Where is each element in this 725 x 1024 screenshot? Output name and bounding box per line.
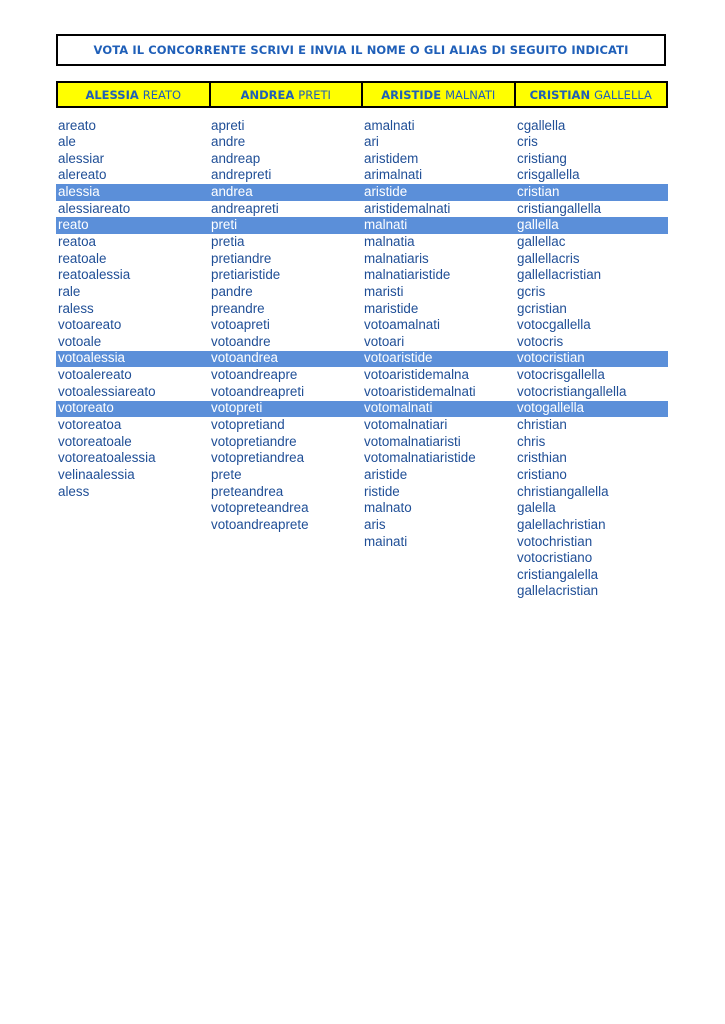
alias-item: votomalnatiaristide: [364, 450, 476, 466]
alias-item: votoari: [364, 333, 405, 349]
alias-item: votoaristide: [364, 350, 433, 366]
alias-list-alessia: [58, 118, 210, 501]
alias-item: aristidem: [364, 150, 419, 166]
alias-item: preteandrea: [211, 483, 284, 499]
alias-item: alereato: [58, 167, 107, 183]
alias-item: pretia: [211, 233, 245, 249]
alias-item: cristiano: [517, 466, 567, 482]
alias-item: votocrisgallella: [517, 367, 605, 383]
alias-item: ale: [58, 134, 76, 150]
alias-item: andrea: [211, 184, 253, 200]
candidate-last-name: PRETI: [298, 87, 331, 102]
alias-item: votogallella: [517, 400, 584, 416]
alias-item: alessiar: [58, 150, 105, 166]
alias-item: andrepreti: [211, 167, 272, 183]
alias-item: votochristian: [517, 533, 593, 549]
alias-item: andreap: [211, 150, 261, 166]
alias-item: galella: [517, 500, 556, 516]
alias-item: reatoa: [58, 233, 96, 249]
alias-item: votoreatoale: [58, 433, 132, 449]
alias-item: amalnati: [364, 117, 415, 133]
alias-item: cris: [517, 134, 538, 150]
alias-item: mainati: [364, 533, 408, 549]
alias-item: votopretiandre: [211, 433, 297, 449]
alias-item: reato: [58, 217, 89, 233]
alias-item: aristide: [364, 184, 408, 200]
alias-item: cristiangallella: [517, 200, 602, 216]
alias-item: votoareato: [58, 317, 122, 333]
alias-item: pretiandre: [211, 250, 272, 266]
candidates-header: [56, 81, 668, 108]
alias-item: votoreatoa: [58, 417, 122, 433]
alias-list-andrea: [211, 118, 363, 534]
alias-item: reatoalessia: [58, 267, 131, 283]
alias-item: malnatia: [364, 233, 415, 249]
alias-item: preandre: [211, 300, 265, 316]
alias-item: galellachristian: [517, 516, 606, 532]
alias-item: raless: [58, 300, 94, 316]
candidate-first-name: ALESSIA: [85, 87, 139, 102]
alias-item: votoapreti: [211, 317, 270, 333]
alias-item: votomalnatiari: [364, 417, 448, 433]
alias-item: pandre: [211, 283, 253, 299]
alias-item: cgallella: [517, 117, 566, 133]
alias-item: gallella: [517, 217, 559, 233]
alias-item: cristian: [517, 184, 560, 200]
alias-item: maristide: [364, 300, 419, 316]
alias-item: votocristiangallella: [517, 383, 627, 399]
alias-item: votoale: [58, 333, 102, 349]
alias-item: prete: [211, 466, 242, 482]
alias-item: votoandreaprete: [211, 516, 309, 532]
alias-item: aless: [58, 483, 90, 499]
alias-item: votoalessiareato: [58, 383, 156, 399]
candidate-first-name: ARISTIDE: [381, 87, 442, 102]
alias-item: ari: [364, 134, 379, 150]
alias-item: aristidemalnati: [364, 200, 451, 216]
alias-item: votoamalnati: [364, 317, 440, 333]
alias-item: reatoale: [58, 250, 107, 266]
alias-item: votomalnatiaristi: [364, 433, 461, 449]
alias-item: gcristian: [517, 300, 567, 316]
alias-item: votocristian: [517, 350, 585, 366]
alias-item: votoandreapre: [211, 367, 298, 383]
candidate-first-name: ANDREA: [240, 87, 295, 102]
alias-item: maristi: [364, 283, 404, 299]
alias-item: votoaristidemalnati: [364, 383, 476, 399]
alias-item: andre: [211, 134, 246, 150]
candidate-last-name: MALNATI: [445, 87, 496, 102]
alias-item: crisgallella: [517, 167, 580, 183]
alias-item: cristiang: [517, 150, 567, 166]
alias-item: votomalnati: [364, 400, 433, 416]
alias-item: alessiareato: [58, 200, 131, 216]
alias-item: andreapreti: [211, 200, 279, 216]
page-title: VOTA IL CONCORRENTE SCRIVI E INVIA IL NOME O GLI ALIAS DI SEGUITO INDICATI: [56, 34, 666, 66]
alias-item: preti: [211, 217, 238, 233]
alias-item: votoaristidemalna: [364, 367, 469, 383]
alias-item: votocgallella: [517, 317, 591, 333]
alias-item: ristide: [364, 483, 400, 499]
alias-item: gcris: [517, 283, 546, 299]
alias-item: christian: [517, 417, 567, 433]
alias-item: votopreti: [211, 400, 263, 416]
alias-item: malnato: [364, 500, 412, 516]
alias-item: votoandre: [211, 333, 271, 349]
alias-item: velinaalessia: [58, 466, 135, 482]
alias-item: gallellacris: [517, 250, 580, 266]
alias-item: votoandrea: [211, 350, 279, 366]
alias-item: pretiaristide: [211, 267, 281, 283]
alias-item: votoreatoalessia: [58, 450, 156, 466]
alias-item: malnatiaris: [364, 250, 429, 266]
alias-item: votopreteandrea: [211, 500, 309, 516]
alias-item: cristiangalella: [517, 566, 599, 582]
alias-item: cristhian: [517, 450, 567, 466]
alias-item: votoandreapreti: [211, 383, 305, 399]
alias-item: votoalessia: [58, 350, 125, 366]
alias-item: votoalereato: [58, 367, 132, 383]
alias-item: votocris: [517, 333, 564, 349]
candidate-last-name: REATO: [142, 87, 182, 102]
alias-item: votoreato: [58, 400, 114, 416]
alias-item: areato: [58, 117, 96, 133]
candidate-header-aristide: [363, 83, 516, 106]
alias-item: apreti: [211, 117, 245, 133]
alias-item: christiangallella: [517, 483, 609, 499]
alias-item: chris: [517, 433, 546, 449]
alias-item: gallellac: [517, 233, 566, 249]
alias-item: malnatiaristide: [364, 267, 451, 283]
alias-list-aristide: [364, 118, 516, 551]
alias-item: gallellacristian: [517, 267, 602, 283]
alias-item: votopretiandrea: [211, 450, 305, 466]
candidate-header-alessia: [58, 83, 211, 106]
alias-list-cristian: [517, 118, 669, 601]
candidate-first-name: CRISTIAN: [529, 87, 591, 102]
alias-item: alessia: [58, 184, 100, 200]
alias-item: malnati: [364, 217, 408, 233]
candidate-last-name: GALLELLA: [594, 87, 652, 102]
candidate-header-andrea: [211, 83, 364, 106]
alias-item: gallelacristian: [517, 583, 599, 599]
alias-item: aris: [364, 516, 386, 532]
alias-item: rale: [58, 283, 81, 299]
alias-item: aristide: [364, 466, 408, 482]
alias-item: votocristiano: [517, 550, 593, 566]
candidate-header-cristian: [516, 83, 667, 106]
alias-item: arimalnati: [364, 167, 423, 183]
alias-item: votopretiand: [211, 417, 285, 433]
